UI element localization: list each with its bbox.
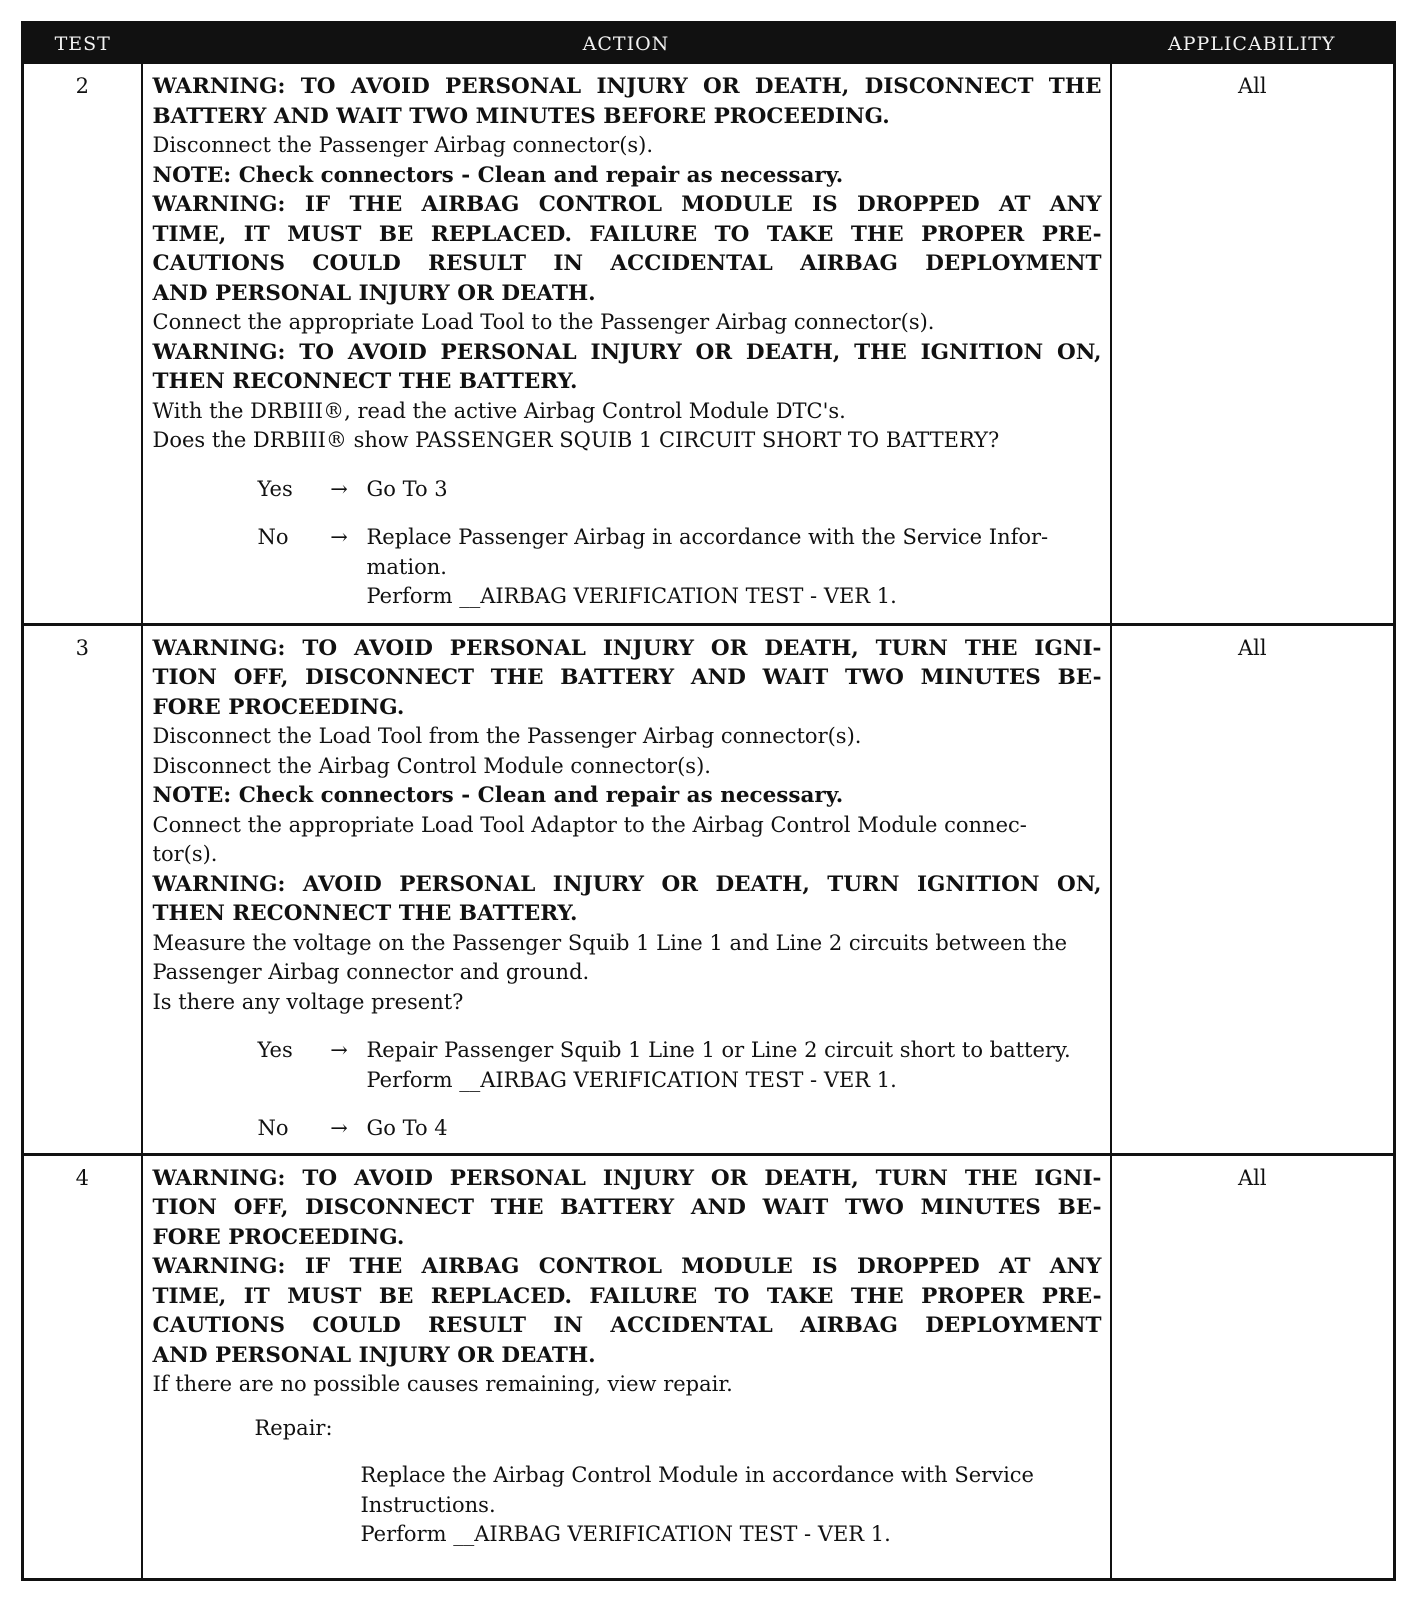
arrow-right-icon: → <box>330 1116 348 1140</box>
test-number: 3 <box>23 624 142 1154</box>
warning-line: FORE PROCEEDING. <box>152 694 405 720</box>
diagnostic-table <box>21 21 1396 1581</box>
action-step: Measure the voltage on the Passenger Squib 1 Line 1 and Line 2 circuits between the <box>152 930 1068 955</box>
arrow-right-icon: → <box>330 476 348 501</box>
branch-no <box>258 1114 1102 1144</box>
test-number: 4 <box>23 1154 142 1579</box>
warning-text <box>153 161 1102 191</box>
branch-result-line: mation. <box>366 554 447 579</box>
action-step: Is there any voltage present? <box>152 989 464 1014</box>
action-step: Passenger Airbag connector and ground. <box>152 960 590 984</box>
warning-line: WARNING: TO AVOID PERSONAL INJURY OR DEATH, TURN THE IGNI- <box>152 635 1102 661</box>
test-number: 2 <box>23 64 142 624</box>
warning-line: TIME, IT MUST BE REPLACED. FAILURE TO TAKE THE PROPER PRE- <box>152 221 1102 247</box>
warning-line: WARNING: TO AVOID PERSONAL INJURY OR DEATH, DISCONNECT THE <box>152 74 1102 99</box>
applicability: All <box>1111 1154 1395 1579</box>
branch-answer: Yes <box>257 1038 293 1062</box>
branch-result <box>367 1036 1102 1095</box>
warning-line: CAUTIONS COULD RESULT IN ACCIDENTAL AIRBAG DEPLOYMENT <box>152 251 1102 276</box>
branch-result-line: Go To 4 <box>366 1116 448 1140</box>
branch-result-line: Go To 3 <box>366 476 448 501</box>
applicability: All <box>1111 64 1395 624</box>
action-step: Does the DRBIII® show PASSENGER SQUIB 1 CIRCUIT SHORT TO BATTERY? <box>152 428 1000 452</box>
warning-text <box>153 870 1102 929</box>
header-test: TEST <box>23 23 142 65</box>
action-step: Disconnect the Passenger Airbag connector(s). <box>152 133 654 157</box>
branch-result-line: Replace Passenger Airbag in accordance with the Service Infor- <box>366 525 1049 549</box>
warning-text <box>153 190 1102 308</box>
branch-result-line: Repair Passenger Squib 1 Line 1 or Line 2 circuit short to battery. <box>366 1038 1071 1062</box>
branch-result <box>367 1114 1102 1144</box>
warning-text <box>153 634 1102 723</box>
warning-line: THEN RECONNECT THE BATTERY. <box>152 369 578 394</box>
action-step: If there are no possible causes remaining, view repair. <box>152 1372 733 1396</box>
warning-line: NOTE: Check connectors - Clean and repair as necessary. <box>152 162 844 188</box>
warning-line: WARNING: TO AVOID PERSONAL INJURY OR DEATH, THE IGNITION ON, <box>152 339 1102 365</box>
warning-text <box>153 338 1102 397</box>
warning-text <box>153 1252 1102 1370</box>
diagnostic-page <box>21 21 1393 1579</box>
repair-line: Instructions. <box>360 1492 496 1517</box>
action-cell <box>142 1154 1111 1579</box>
branch-answer: Yes <box>257 476 293 501</box>
warning-line: WARNING: IF THE AIRBAG CONTROL MODULE IS DROPPED AT ANY <box>152 1254 1102 1279</box>
warning-line: BATTERY AND WAIT TWO MINUTES BEFORE PROCEEDING. <box>152 103 890 129</box>
warning-line: WARNING: TO AVOID PERSONAL INJURY OR DEATH, TURN THE IGNI- <box>152 1165 1102 1191</box>
arrow-right-icon: → <box>330 525 348 549</box>
repair-text <box>361 1461 1102 1550</box>
warning-line: WARNING: AVOID PERSONAL INJURY OR DEATH, TURN IGNITION ON, <box>152 871 1102 897</box>
repair-line: Perform __AIRBAG VERIFICATION TEST - VER 1. <box>360 1522 891 1546</box>
repair-line: Replace the Airbag Control Module in accordance with Service <box>360 1463 1034 1487</box>
action-step: Connect the appropriate Load Tool Adaptor to the Airbag Control Module connec- <box>152 812 1027 837</box>
spacer <box>153 1017 1102 1036</box>
warning-line: TION OFF, DISCONNECT THE BATTERY AND WAIT TWO MINUTES BE- <box>152 665 1102 690</box>
warning-line: FORE PROCEEDING. <box>152 1224 405 1250</box>
table-row <box>23 64 1395 624</box>
repair-label: Repair: <box>254 1415 333 1440</box>
branch-yes <box>258 1036 1102 1095</box>
warning-line: WARNING: IF THE AIRBAG CONTROL MODULE IS DROPPED AT ANY <box>152 192 1102 217</box>
applicability: All <box>1111 624 1395 1154</box>
branch-answer: No <box>257 1116 289 1140</box>
action-step: Disconnect the Airbag Control Module connector(s). <box>152 753 711 778</box>
branch-result-line: Perform __AIRBAG VERIFICATION TEST - VER 1. <box>366 1067 897 1092</box>
branch-no <box>258 523 1102 612</box>
arrow-right-icon: → <box>330 1038 348 1062</box>
branch-result <box>367 475 1102 505</box>
action-step: With the DRBIII®, read the active Airbag Control Module DTC's. <box>152 398 846 423</box>
header-action: ACTION <box>142 23 1111 65</box>
branch-result <box>367 523 1102 612</box>
warning-line: TIME, IT MUST BE REPLACED. FAILURE TO TAKE THE PROPER PRE- <box>152 1283 1102 1309</box>
warning-line: TION OFF, DISCONNECT THE BATTERY AND WAIT TWO MINUTES BE- <box>152 1195 1102 1220</box>
action-step: Connect the appropriate Load Tool to the Passenger Airbag connector(s). <box>152 310 935 334</box>
branch-yes <box>258 475 1102 505</box>
action-cell <box>142 624 1111 1154</box>
warning-line: NOTE: Check connectors - Clean and repair as necessary. <box>152 783 844 808</box>
warning-line: AND PERSONAL INJURY OR DEATH. <box>152 1342 596 1368</box>
warning-line: AND PERSONAL INJURY OR DEATH. <box>152 280 596 306</box>
warning-line: CAUTIONS COULD RESULT IN ACCIDENTAL AIRBAG DEPLOYMENT <box>152 1313 1102 1338</box>
branch-answer: No <box>257 525 289 549</box>
table-row <box>23 624 1395 1154</box>
table-row <box>23 1154 1395 1579</box>
warning-text <box>153 781 1102 811</box>
warning-text <box>153 72 1102 131</box>
branch-result-line: Perform __AIRBAG VERIFICATION TEST - VER 1. <box>366 584 897 608</box>
warning-line: THEN RECONNECT THE BATTERY. <box>152 901 578 926</box>
table-header-row <box>23 23 1395 65</box>
warning-text <box>153 1164 1102 1253</box>
action-step: tor(s). <box>152 842 218 866</box>
header-applicability: APPLICABILITY <box>1111 23 1395 65</box>
spacer <box>153 456 1102 475</box>
table-body <box>23 64 1395 1579</box>
action-step: Disconnect the Load Tool from the Passenger Airbag connector(s). <box>152 724 862 748</box>
action-cell <box>142 64 1111 624</box>
